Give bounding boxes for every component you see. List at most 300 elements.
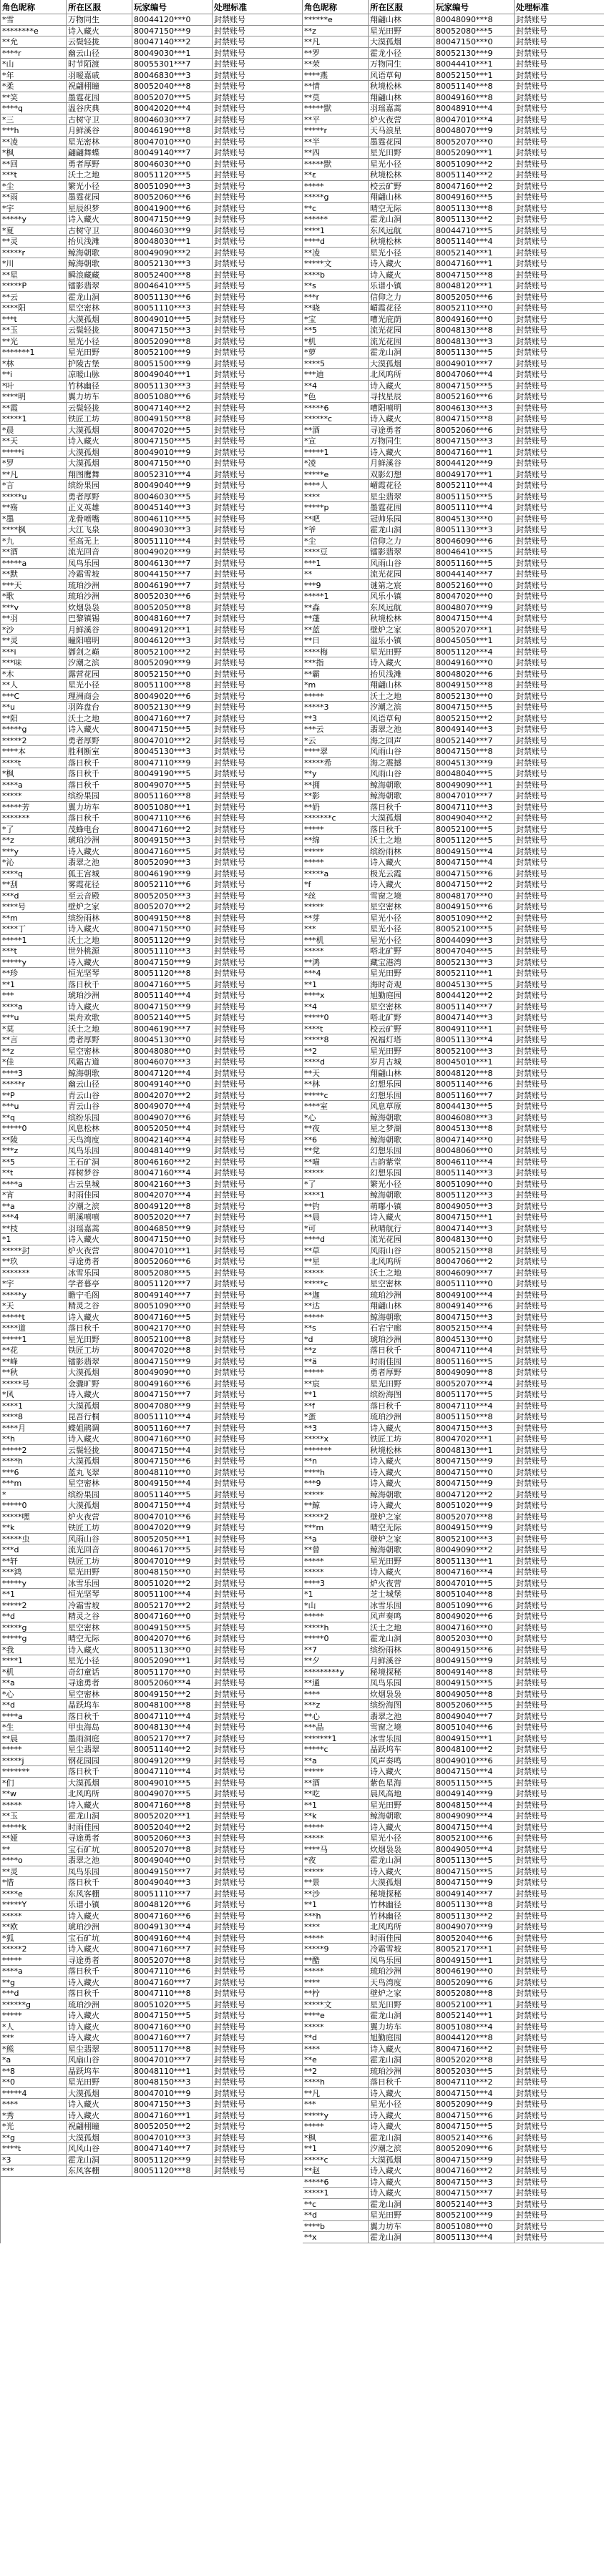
server-cell: 露营花园 bbox=[67, 669, 132, 680]
table-row bbox=[303, 669, 604, 680]
table-row bbox=[303, 2055, 604, 2066]
server-cell: 极光云霞 bbox=[369, 868, 434, 879]
player-id-cell: 80047160***5 bbox=[132, 979, 213, 990]
server-cell: 落日秋千 bbox=[369, 2077, 434, 2087]
nickname-cell: *夜 bbox=[303, 1855, 369, 1866]
server-cell: 铁匠工坊 bbox=[369, 1434, 434, 1444]
player-id-cell: 80047150***4 bbox=[434, 1766, 515, 1777]
nickname-cell: **晓 bbox=[303, 303, 369, 313]
action-cell: 封禁账号 bbox=[213, 1889, 303, 1899]
server-cell: 恒光坚琴 bbox=[67, 968, 132, 979]
action-cell: 封禁账号 bbox=[515, 358, 604, 369]
server-cell: 墨霆花园 bbox=[369, 137, 434, 147]
action-cell: 封禁账号 bbox=[515, 36, 604, 47]
server-cell: 诗入藏火 bbox=[369, 1467, 434, 1478]
action-cell: 封禁账号 bbox=[213, 181, 303, 192]
server-cell: 世外桃源 bbox=[67, 946, 132, 956]
server-cell: 星空密林 bbox=[67, 303, 132, 313]
server-cell: 沃土之地 bbox=[67, 935, 132, 946]
action-cell: 封禁账号 bbox=[515, 1778, 604, 1788]
nickname-cell: *心 bbox=[303, 1112, 369, 1123]
server-cell: 时雨佳园 bbox=[67, 1822, 132, 1833]
action-cell: 封禁账号 bbox=[515, 901, 604, 912]
nickname-cell: ***u bbox=[1, 1101, 67, 1112]
player-id-cell: 80047160***2 bbox=[434, 181, 515, 192]
server-cell: 落日秋千 bbox=[369, 802, 434, 813]
player-id-cell: 80049160***0 bbox=[434, 314, 515, 325]
player-id-cell: 80049140***9 bbox=[434, 1788, 515, 1799]
server-cell: 瞬浪藏藏 bbox=[67, 270, 132, 280]
action-cell: 封禁账号 bbox=[213, 1766, 303, 1777]
nickname-cell: *****c bbox=[303, 1090, 369, 1101]
nickname-cell: *宇 bbox=[1, 203, 67, 214]
action-cell: 封禁账号 bbox=[515, 1744, 604, 1755]
table-row bbox=[303, 225, 604, 237]
server-cell: 霍龙山洞 bbox=[369, 2055, 434, 2065]
action-cell: 封禁账号 bbox=[213, 1068, 303, 1079]
server-cell: 星光田野 bbox=[369, 968, 434, 979]
nickname-cell: *****c bbox=[303, 1744, 369, 1755]
nickname-cell: ***** bbox=[303, 946, 369, 956]
player-id-cell: 80051170***8 bbox=[132, 2044, 213, 2055]
table-row bbox=[303, 1611, 604, 1622]
action-cell: 封禁账号 bbox=[213, 625, 303, 635]
action-cell: 封禁账号 bbox=[213, 336, 303, 347]
server-cell: 诗入藏火 bbox=[369, 1866, 434, 1877]
action-cell: 封禁账号 bbox=[515, 1766, 604, 1777]
nickname-cell: *惜 bbox=[1, 1877, 67, 1888]
nickname-cell: *晨 bbox=[1, 425, 67, 436]
table-row bbox=[1, 214, 303, 225]
server-cell: 鲸海朝歌 bbox=[67, 258, 132, 269]
action-cell: 封禁账号 bbox=[515, 1334, 604, 1345]
nickname-cell: *风 bbox=[1, 1389, 67, 1400]
player-id-cell: 80049110***1 bbox=[434, 1024, 515, 1034]
player-id-cell: 80049170***1 bbox=[434, 469, 515, 480]
player-id-cell: 80051110***7 bbox=[132, 1889, 213, 1899]
nickname-cell: *****y bbox=[1, 214, 67, 225]
nickname-cell: **玖 bbox=[1, 1256, 67, 1267]
table-row bbox=[303, 1434, 604, 1445]
server-cell: 雪窗之境 bbox=[369, 1722, 434, 1733]
player-id-cell: 80047110***3 bbox=[434, 802, 515, 813]
table-row bbox=[1, 1157, 303, 1168]
server-cell: 沃土之地 bbox=[67, 1024, 132, 1034]
table-row bbox=[303, 680, 604, 691]
action-cell: 封禁账号 bbox=[515, 1411, 604, 1422]
player-id-cell: 80049030***1 bbox=[132, 48, 213, 59]
nickname-cell: *** bbox=[303, 2099, 369, 2110]
action-cell: 封禁账号 bbox=[515, 680, 604, 690]
player-id-cell: 80049140***7 bbox=[132, 1290, 213, 1301]
action-cell: 封禁账号 bbox=[515, 2132, 604, 2143]
server-cell: 落日秋千 bbox=[67, 979, 132, 990]
server-cell: 诗入藏火 bbox=[67, 1911, 132, 1921]
table-row bbox=[1, 1866, 303, 1878]
player-id-cell: 80049120***1 bbox=[132, 625, 213, 635]
action-cell: 封禁账号 bbox=[213, 657, 303, 668]
action-cell: 封禁账号 bbox=[515, 1667, 604, 1678]
server-cell: 星光田野 bbox=[369, 1556, 434, 1567]
server-cell: 沃土之地 bbox=[369, 1268, 434, 1278]
table-row bbox=[303, 1101, 604, 1112]
action-cell: 封禁账号 bbox=[213, 469, 303, 480]
table-row bbox=[303, 159, 604, 170]
nickname-cell: ****b bbox=[303, 2221, 369, 2232]
server-cell: 大漠孤烟 bbox=[67, 425, 132, 436]
table-row bbox=[1, 2022, 303, 2033]
server-cell: 星光田野 bbox=[369, 2210, 434, 2220]
player-id-cell: 80049120***8 bbox=[132, 1201, 213, 1212]
table-row bbox=[303, 1312, 604, 1323]
player-id-cell: 80052040***6 bbox=[434, 1933, 515, 1944]
player-id-cell: 80051160***7 bbox=[434, 1090, 515, 1101]
action-cell: 封禁账号 bbox=[213, 1999, 303, 2010]
table-row bbox=[303, 591, 604, 602]
player-id-cell: 80045130***8 bbox=[434, 1123, 515, 1134]
action-cell: 封禁账号 bbox=[213, 1301, 303, 1311]
action-cell: 封禁账号 bbox=[213, 1046, 303, 1057]
nickname-cell: **d bbox=[303, 2210, 369, 2220]
player-id-cell: 80049020***6 bbox=[434, 1611, 515, 1622]
server-cell: 云鬓轻拢 bbox=[67, 1445, 132, 1456]
action-cell: 封禁账号 bbox=[515, 2110, 604, 2121]
nickname-cell: **c bbox=[303, 2199, 369, 2210]
server-cell: 霍龙山洞 bbox=[369, 524, 434, 535]
table-row bbox=[303, 236, 604, 248]
player-id-cell: 80049090***2 bbox=[434, 1544, 515, 1555]
player-id-cell: 80052080***8 bbox=[434, 1988, 515, 1999]
table-row bbox=[303, 137, 604, 148]
player-id-cell: 80048140***9 bbox=[132, 1145, 213, 1156]
table-row bbox=[1, 92, 303, 104]
action-cell: 封禁账号 bbox=[515, 1877, 604, 1888]
action-cell: 封禁账号 bbox=[515, 1478, 604, 1489]
nickname-cell: ***9 bbox=[303, 1478, 369, 1489]
server-cell: 流光花园 bbox=[369, 325, 434, 336]
action-cell: 封禁账号 bbox=[213, 1456, 303, 1466]
nickname-cell: **珍 bbox=[1, 968, 67, 979]
action-cell: 封禁账号 bbox=[213, 2044, 303, 2055]
table-row bbox=[1, 1456, 303, 1467]
player-id-cell: 80052070***8 bbox=[132, 1844, 213, 1855]
action-cell: 封禁账号 bbox=[515, 524, 604, 535]
player-id-cell: 80052090***6 bbox=[434, 1977, 515, 1988]
server-cell: 落日秋千 bbox=[369, 824, 434, 835]
action-cell: 封禁账号 bbox=[515, 1700, 604, 1710]
player-id-cell: 80049150***2 bbox=[132, 1689, 213, 1700]
nickname-cell: **吧 bbox=[303, 514, 369, 524]
table-row bbox=[1, 14, 303, 26]
action-cell: 封禁账号 bbox=[515, 735, 604, 746]
table-row bbox=[1, 1689, 303, 1700]
server-cell: 瞻宁毛阁 bbox=[67, 1290, 132, 1301]
server-cell: 祝翩栩瞳 bbox=[67, 2121, 132, 2132]
player-id-cell: 80049160***0 bbox=[434, 657, 515, 668]
nickname-cell: ****明 bbox=[1, 391, 67, 402]
nickname-cell: **e bbox=[303, 2055, 369, 2065]
player-id-cell: 80047150***8 bbox=[434, 413, 515, 424]
server-cell: 勇者厚野 bbox=[369, 1367, 434, 1378]
server-cell: 翔翩山林 bbox=[369, 680, 434, 690]
server-cell: 萌嘟小镇 bbox=[369, 1201, 434, 1212]
player-id-cell: 80051170***5 bbox=[434, 1389, 515, 1400]
table-row bbox=[303, 691, 604, 702]
table-row bbox=[303, 1744, 604, 1755]
table-row bbox=[1, 1068, 303, 1079]
nickname-cell: *******c bbox=[303, 813, 369, 823]
action-cell: 封禁账号 bbox=[515, 768, 604, 779]
player-id-cell: 80051100***4 bbox=[132, 1589, 213, 1600]
nickname-cell: ****x bbox=[303, 990, 369, 1001]
table-row bbox=[1, 125, 303, 137]
player-id-cell: 80052030***5 bbox=[434, 2066, 515, 2077]
server-cell: 龙骨喷嘴 bbox=[67, 514, 132, 524]
nickname-cell: *山 bbox=[1, 59, 67, 69]
server-cell: 寻途勇者 bbox=[369, 425, 434, 436]
table-row bbox=[1, 602, 303, 614]
table-row bbox=[303, 514, 604, 525]
nickname-cell: *** bbox=[1, 2165, 67, 2176]
table-row bbox=[1, 1123, 303, 1135]
server-cell: 海之震撼 bbox=[369, 758, 434, 768]
table-row bbox=[1, 990, 303, 1001]
action-cell: 封禁账号 bbox=[213, 1312, 303, 1323]
action-cell: 封禁账号 bbox=[213, 591, 303, 602]
action-cell: 封禁账号 bbox=[515, 1645, 604, 1655]
nickname-cell: ** bbox=[303, 569, 369, 579]
action-cell: 封禁账号 bbox=[213, 1167, 303, 1178]
server-cell: 诗入藏火 bbox=[369, 879, 434, 890]
server-cell: 嵋霞花径 bbox=[369, 480, 434, 491]
player-id-cell: 80052170***1 bbox=[434, 1944, 515, 1954]
server-cell: 乐谱小镇 bbox=[67, 1899, 132, 1910]
nickname-cell: ***** bbox=[303, 846, 369, 857]
action-cell: 封禁账号 bbox=[213, 1190, 303, 1200]
action-cell: 封禁账号 bbox=[213, 103, 303, 114]
nickname-cell: *墨 bbox=[1, 514, 67, 524]
action-cell: 封禁账号 bbox=[213, 835, 303, 846]
table-row bbox=[1, 1921, 303, 1933]
nickname-cell: **i bbox=[1, 369, 67, 380]
nickname-cell: *****g bbox=[303, 192, 369, 202]
nickname-cell: **z bbox=[1, 835, 67, 846]
action-cell: 封禁账号 bbox=[515, 1434, 604, 1444]
action-cell: 封禁账号 bbox=[213, 1101, 303, 1112]
player-id-cell: 80049140***8 bbox=[434, 1667, 515, 1678]
action-cell: 封禁账号 bbox=[213, 1411, 303, 1422]
server-cell: 琥珀沙洲 bbox=[67, 1921, 132, 1932]
nickname-cell: ****h bbox=[1, 1456, 67, 1466]
nickname-cell: **星 bbox=[303, 1256, 369, 1267]
table-row bbox=[1, 1544, 303, 1556]
server-cell: 冰雪乐园 bbox=[67, 1268, 132, 1278]
nickname-cell: ****a bbox=[1, 1966, 67, 1977]
nickname-cell: **1 bbox=[303, 1800, 369, 1811]
server-cell: 大江飞泉 bbox=[67, 524, 132, 535]
server-cell: 翡翠之池 bbox=[369, 1711, 434, 1722]
nickname-cell: **轩 bbox=[1, 1556, 67, 1567]
action-cell: 封禁账号 bbox=[515, 1079, 604, 1089]
nickname-cell: **半 bbox=[303, 137, 369, 147]
player-id-cell: 80046130***3 bbox=[434, 403, 515, 413]
player-id-cell: 80047010***1 bbox=[132, 1245, 213, 1256]
player-id-cell: 80044410***1 bbox=[434, 59, 515, 69]
server-cell: 风雨山谷 bbox=[369, 746, 434, 757]
table-row bbox=[303, 1622, 604, 1634]
action-cell: 封禁账号 bbox=[515, 1268, 604, 1278]
player-id-cell: 80046170***5 bbox=[132, 1544, 213, 1555]
action-cell: 封禁账号 bbox=[213, 1833, 303, 1843]
nickname-cell: *沙 bbox=[1, 625, 67, 635]
table-row bbox=[303, 1478, 604, 1489]
nickname-cell: ****q bbox=[1, 103, 67, 114]
server-cell: 天鸟湾度 bbox=[67, 1135, 132, 1145]
nickname-cell: *****8 bbox=[303, 1034, 369, 1045]
nickname-cell: *****9 bbox=[303, 1944, 369, 1954]
nickname-cell: **喵 bbox=[303, 1157, 369, 1167]
table-row bbox=[303, 280, 604, 292]
player-id-cell: 80052060***4 bbox=[132, 1678, 213, 1688]
table-row bbox=[303, 1522, 604, 1534]
action-cell: 封禁账号 bbox=[515, 580, 604, 591]
action-cell: 封禁账号 bbox=[213, 81, 303, 92]
server-cell: 晶跃坞车 bbox=[67, 1700, 132, 1710]
player-id-cell: 80051110***3 bbox=[132, 946, 213, 956]
table-row bbox=[303, 1356, 604, 1368]
header-nickname: 角色昵称 bbox=[303, 0, 369, 14]
left-table-body bbox=[1, 14, 303, 2177]
server-cell: 风语草甸 bbox=[369, 70, 434, 81]
player-id-cell: 80052150***2 bbox=[434, 713, 515, 724]
nickname-cell: ****d bbox=[303, 236, 369, 247]
server-cell: 霍龙山洞 bbox=[369, 2132, 434, 2143]
action-cell: 封禁账号 bbox=[213, 724, 303, 735]
table-row bbox=[1, 635, 303, 647]
action-cell: 封禁账号 bbox=[515, 1655, 604, 1666]
table-row bbox=[303, 957, 604, 969]
server-cell: 星光田野 bbox=[369, 1800, 434, 1811]
nickname-cell: ***** bbox=[303, 1367, 369, 1378]
table-row bbox=[1, 1024, 303, 1035]
table-row bbox=[303, 1489, 604, 1501]
table-row bbox=[303, 1778, 604, 1789]
table-row bbox=[303, 347, 604, 358]
table-row bbox=[303, 1800, 604, 1811]
action-cell: 封禁账号 bbox=[515, 1911, 604, 1921]
player-id-cell: 80047160***5 bbox=[132, 1312, 213, 1323]
server-cell: 晨风高地 bbox=[369, 1788, 434, 1799]
nickname-cell: *****号 bbox=[1, 1378, 67, 1389]
action-cell: 封禁账号 bbox=[515, 702, 604, 712]
action-cell: 封禁账号 bbox=[213, 1522, 303, 1533]
player-id-cell: 80051140***6 bbox=[434, 1079, 515, 1089]
nickname-cell: *****t bbox=[1, 1312, 67, 1323]
action-cell: 封禁账号 bbox=[213, 1822, 303, 1833]
nickname-cell: **赵 bbox=[303, 2165, 369, 2176]
player-id-cell: 80049150***8 bbox=[132, 913, 213, 924]
nickname-cell: ****t bbox=[1, 2143, 67, 2154]
table-row bbox=[303, 1833, 604, 1844]
server-cell: 壁炉之家 bbox=[369, 1512, 434, 1522]
table-row bbox=[1, 868, 303, 880]
nickname-cell: ****h bbox=[303, 2077, 369, 2087]
player-id-cell: 80051140***3 bbox=[434, 1167, 515, 1178]
nickname-cell: ****o bbox=[1, 1855, 67, 1866]
nickname-cell: **k bbox=[1, 1522, 67, 1533]
server-cell: 东风远航 bbox=[369, 602, 434, 613]
player-id-cell: 80046070***3 bbox=[132, 1057, 213, 1067]
table-row bbox=[1, 1101, 303, 1112]
nickname-cell: **沙 bbox=[303, 1889, 369, 1899]
server-cell: 羽瑶嘉蒿 bbox=[369, 103, 434, 114]
nickname-cell: **玉 bbox=[1, 1811, 67, 1821]
player-id-cell: 80047150***5 bbox=[434, 2121, 515, 2132]
action-cell: 封禁账号 bbox=[515, 1401, 604, 1411]
player-id-cell: 80052090***1 bbox=[434, 147, 515, 158]
table-row bbox=[1, 203, 303, 215]
table-row bbox=[303, 1977, 604, 1989]
action-cell: 封禁账号 bbox=[213, 1345, 303, 1356]
table-row bbox=[303, 1966, 604, 1977]
action-cell: 封禁账号 bbox=[515, 1944, 604, 1954]
player-id-cell: 80048120***1 bbox=[434, 280, 515, 291]
table-row bbox=[1, 1622, 303, 1634]
player-id-cell: 80052090***9 bbox=[132, 657, 213, 668]
action-cell: 封禁账号 bbox=[213, 458, 303, 469]
table-row bbox=[1, 625, 303, 636]
server-cell: 落日秋千 bbox=[67, 780, 132, 790]
player-id-cell: 80047150***5 bbox=[132, 436, 213, 446]
table-row bbox=[1, 1522, 303, 1534]
nickname-cell: **灵 bbox=[1, 1866, 67, 1877]
action-cell: 封禁账号 bbox=[213, 569, 303, 579]
nickname-cell: **** bbox=[303, 1689, 369, 1700]
table-row bbox=[1, 1489, 303, 1501]
nickname-cell: **k bbox=[303, 1811, 369, 1821]
nickname-cell: *凌 bbox=[303, 458, 369, 469]
nickname-cell: **t bbox=[1, 1167, 67, 1178]
server-cell: 落日秋千 bbox=[67, 1988, 132, 1999]
table-row bbox=[303, 1844, 604, 1856]
action-cell: 封禁账号 bbox=[213, 325, 303, 336]
nickname-cell: *****r bbox=[1, 1079, 67, 1089]
action-cell: 封禁账号 bbox=[213, 1855, 303, 1866]
table-row bbox=[1, 1046, 303, 1057]
server-cell: 风风山谷 bbox=[67, 2143, 132, 2154]
player-id-cell: 80052140***1 bbox=[434, 248, 515, 258]
action-cell: 封禁账号 bbox=[213, 170, 303, 180]
action-cell: 封禁账号 bbox=[213, 1556, 303, 1567]
server-cell: 墨霆花园 bbox=[67, 92, 132, 103]
action-cell: 封禁账号 bbox=[213, 192, 303, 202]
table-row bbox=[1, 2165, 303, 2177]
table-row bbox=[303, 1323, 604, 1334]
action-cell: 封禁账号 bbox=[213, 1157, 303, 1167]
action-cell: 封禁账号 bbox=[213, 1955, 303, 1966]
action-cell: 封禁账号 bbox=[515, 1345, 604, 1356]
server-cell: 鲸海朝歌 bbox=[369, 780, 434, 790]
table-row bbox=[1, 26, 303, 37]
action-cell: 封禁账号 bbox=[213, 613, 303, 624]
action-cell: 封禁账号 bbox=[515, 569, 604, 579]
table-row bbox=[1, 1112, 303, 1124]
table-row bbox=[303, 1157, 604, 1168]
action-cell: 封禁账号 bbox=[515, 1899, 604, 1910]
action-cell: 封禁账号 bbox=[213, 1057, 303, 1067]
table-row bbox=[303, 735, 604, 747]
server-cell: 勇者厚野 bbox=[67, 735, 132, 746]
